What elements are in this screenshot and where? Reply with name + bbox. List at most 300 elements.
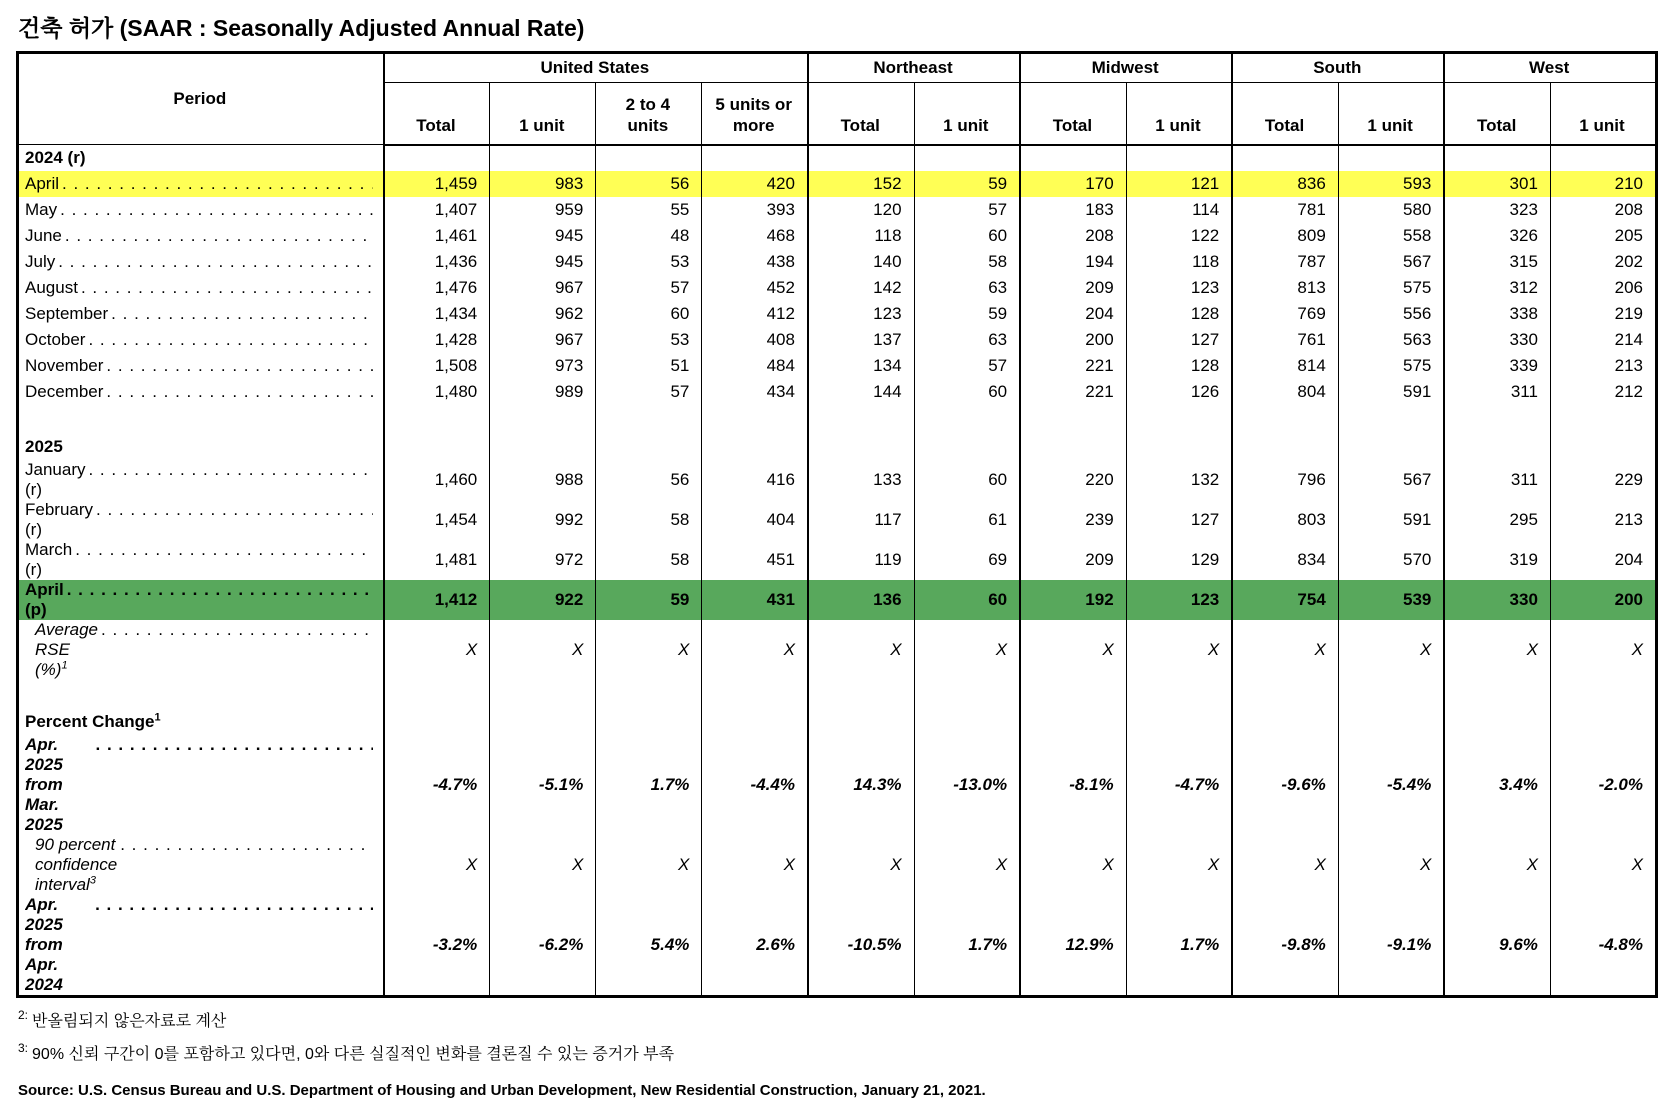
value-cell: 967 bbox=[490, 275, 596, 301]
value-cell: 567 bbox=[1338, 249, 1444, 275]
value-cell: 301 bbox=[1444, 171, 1550, 197]
dot-leader bbox=[95, 895, 373, 915]
value-cell: 468 bbox=[702, 223, 808, 249]
value-cell: 311 bbox=[1444, 460, 1550, 500]
value-cell: -3.2% bbox=[384, 895, 490, 997]
period-label: February (r) bbox=[25, 499, 94, 539]
value-cell: 57 bbox=[596, 275, 702, 301]
value-cell bbox=[1444, 709, 1550, 735]
dot-leader bbox=[101, 620, 373, 640]
value-cell: X bbox=[808, 835, 914, 895]
value-cell: 989 bbox=[490, 379, 596, 405]
value-cell bbox=[490, 709, 596, 735]
value-cell: 834 bbox=[1232, 540, 1338, 580]
value-cell: 142 bbox=[808, 275, 914, 301]
value-cell: 239 bbox=[1020, 500, 1126, 540]
value-cell: 1,428 bbox=[384, 327, 490, 353]
table-row bbox=[18, 379, 1657, 405]
period-label: 90 percent confidence interval$^3$ bbox=[35, 834, 118, 894]
value-cell: 311 bbox=[1444, 379, 1550, 405]
value-cell: 1,461 bbox=[384, 223, 490, 249]
period-cell bbox=[18, 223, 384, 249]
footnotes bbox=[18, 1008, 1662, 1099]
value-cell: 787 bbox=[1232, 249, 1338, 275]
value-cell: 55 bbox=[596, 197, 702, 223]
value-cell: 59 bbox=[914, 301, 1020, 327]
value-cell: X bbox=[596, 835, 702, 895]
group-header-united-states: United States bbox=[384, 53, 808, 83]
value-cell: 60 bbox=[914, 580, 1020, 620]
value-cell: X bbox=[1126, 835, 1232, 895]
value-cell: 57 bbox=[914, 353, 1020, 379]
value-cell bbox=[914, 405, 1020, 434]
value-cell: 219 bbox=[1550, 301, 1656, 327]
period-cell bbox=[18, 353, 384, 379]
value-cell bbox=[1126, 709, 1232, 735]
period-cell bbox=[18, 249, 384, 275]
footnote-ref: 3 bbox=[89, 873, 96, 886]
value-cell: 1,454 bbox=[384, 500, 490, 540]
value-cell bbox=[702, 405, 808, 434]
value-cell bbox=[596, 709, 702, 735]
value-cell bbox=[490, 434, 596, 460]
subheader-us-1unit: 1 unit bbox=[490, 83, 596, 145]
value-cell bbox=[808, 405, 914, 434]
dot-leader bbox=[96, 500, 373, 520]
value-cell bbox=[702, 680, 808, 709]
value-cell: X bbox=[1232, 835, 1338, 895]
table-row bbox=[18, 620, 1657, 680]
value-cell: 57 bbox=[596, 379, 702, 405]
value-cell: 404 bbox=[702, 500, 808, 540]
period-cell bbox=[18, 540, 384, 580]
period-cell bbox=[18, 434, 384, 460]
value-cell: -4.4% bbox=[702, 735, 808, 835]
value-cell: 922 bbox=[490, 580, 596, 620]
value-cell: 134 bbox=[808, 353, 914, 379]
value-cell: -5.1% bbox=[490, 735, 596, 835]
page-title: 건축 허가 (SAAR : Seasonally Adjusted Annual Rate) bbox=[18, 15, 585, 41]
table-row bbox=[18, 580, 1657, 620]
dot-leader bbox=[62, 174, 373, 194]
value-cell bbox=[1020, 434, 1126, 460]
value-cell: 1.7% bbox=[1126, 895, 1232, 997]
value-cell: 3.4% bbox=[1444, 735, 1550, 835]
spacer-row bbox=[18, 405, 1657, 434]
value-cell: 221 bbox=[1020, 353, 1126, 379]
value-cell: 69 bbox=[914, 540, 1020, 580]
table-body bbox=[18, 145, 1657, 997]
value-cell: 123 bbox=[1126, 580, 1232, 620]
dot-leader bbox=[81, 278, 373, 298]
footnote-ref: 1 bbox=[154, 711, 161, 723]
value-cell: 129 bbox=[1126, 540, 1232, 580]
value-cell bbox=[596, 434, 702, 460]
period-cell bbox=[18, 405, 384, 434]
footnote-3 bbox=[18, 1041, 1662, 1064]
value-cell: 60 bbox=[914, 460, 1020, 500]
period-cell bbox=[18, 460, 384, 500]
dot-leader bbox=[106, 356, 372, 376]
value-cell: X bbox=[1550, 835, 1656, 895]
value-cell: 836 bbox=[1232, 171, 1338, 197]
value-cell: X bbox=[1444, 835, 1550, 895]
dot-leader bbox=[65, 226, 373, 246]
value-cell: 60 bbox=[914, 223, 1020, 249]
value-cell: 183 bbox=[1020, 197, 1126, 223]
value-cell bbox=[490, 680, 596, 709]
value-cell bbox=[596, 405, 702, 434]
value-cell: 204 bbox=[1550, 540, 1656, 580]
value-cell: X bbox=[808, 620, 914, 680]
value-cell bbox=[1126, 680, 1232, 709]
value-cell: 59 bbox=[596, 580, 702, 620]
value-cell: -10.5% bbox=[808, 895, 914, 997]
value-cell bbox=[596, 680, 702, 709]
value-cell: -4.7% bbox=[1126, 735, 1232, 835]
value-cell: 123 bbox=[808, 301, 914, 327]
value-cell: 114 bbox=[1126, 197, 1232, 223]
value-cell bbox=[490, 405, 596, 434]
value-cell: 420 bbox=[702, 171, 808, 197]
value-cell bbox=[1232, 405, 1338, 434]
value-cell: 484 bbox=[702, 353, 808, 379]
value-cell: 118 bbox=[808, 223, 914, 249]
period-label: July bbox=[25, 251, 56, 271]
value-cell: 2.6% bbox=[702, 895, 808, 997]
value-cell: 451 bbox=[702, 540, 808, 580]
value-cell: 144 bbox=[808, 379, 914, 405]
value-cell: 58 bbox=[914, 249, 1020, 275]
table-row bbox=[18, 171, 1657, 197]
value-cell: 170 bbox=[1020, 171, 1126, 197]
period-cell bbox=[18, 327, 384, 353]
dot-leader bbox=[120, 835, 372, 855]
value-cell: 796 bbox=[1232, 460, 1338, 500]
value-cell: -2.0% bbox=[1550, 735, 1656, 835]
footnote-3-marker: 3: bbox=[18, 1041, 29, 1056]
value-cell: 575 bbox=[1338, 353, 1444, 379]
value-cell: 814 bbox=[1232, 353, 1338, 379]
value-cell: 295 bbox=[1444, 500, 1550, 540]
value-cell: 967 bbox=[490, 327, 596, 353]
value-cell: 128 bbox=[1126, 353, 1232, 379]
value-cell bbox=[914, 709, 1020, 735]
value-cell bbox=[808, 680, 914, 709]
value-cell: X bbox=[702, 835, 808, 895]
value-cell: 213 bbox=[1550, 353, 1656, 379]
dot-leader bbox=[111, 304, 373, 324]
footnote-3-text: 90% 신뢰 구간이 0를 포함하고 있다면, 0와 다른 실질적인 변화를 결론질 수 있는 증거가 부족 bbox=[32, 1045, 675, 1063]
value-cell: 5.4% bbox=[596, 895, 702, 997]
value-cell: X bbox=[490, 835, 596, 895]
value-cell: 803 bbox=[1232, 500, 1338, 540]
value-cell: X bbox=[1020, 835, 1126, 895]
value-cell: 339 bbox=[1444, 353, 1550, 379]
value-cell: 229 bbox=[1550, 460, 1656, 500]
value-cell: 9.6% bbox=[1444, 895, 1550, 997]
value-cell: 945 bbox=[490, 249, 596, 275]
value-cell: X bbox=[596, 620, 702, 680]
table-row bbox=[18, 275, 1657, 301]
period-cell bbox=[18, 500, 384, 540]
value-cell: 123 bbox=[1126, 275, 1232, 301]
value-cell: 58 bbox=[596, 540, 702, 580]
period-label: November bbox=[25, 355, 104, 375]
value-cell: 1,436 bbox=[384, 249, 490, 275]
period-cell bbox=[18, 275, 384, 301]
value-cell: 1,481 bbox=[384, 540, 490, 580]
value-cell: 58 bbox=[596, 500, 702, 540]
value-cell: 804 bbox=[1232, 379, 1338, 405]
value-cell: 127 bbox=[1126, 327, 1232, 353]
value-cell bbox=[384, 709, 490, 735]
value-cell bbox=[1126, 405, 1232, 434]
value-cell: 212 bbox=[1550, 379, 1656, 405]
value-cell: 393 bbox=[702, 197, 808, 223]
value-cell: 558 bbox=[1338, 223, 1444, 249]
value-cell bbox=[596, 145, 702, 171]
subheader-us-2to4: 2 to 4 units bbox=[596, 83, 702, 145]
spacer-row bbox=[18, 680, 1657, 709]
value-cell: -9.8% bbox=[1232, 895, 1338, 997]
value-cell: 330 bbox=[1444, 580, 1550, 620]
period-cell bbox=[18, 580, 384, 620]
value-cell: X bbox=[702, 620, 808, 680]
table-row bbox=[18, 895, 1657, 997]
dot-leader bbox=[67, 580, 373, 600]
period-cell bbox=[18, 379, 384, 405]
value-cell: 408 bbox=[702, 327, 808, 353]
value-cell bbox=[1232, 434, 1338, 460]
value-cell bbox=[384, 145, 490, 171]
value-cell: 326 bbox=[1444, 223, 1550, 249]
value-cell: 813 bbox=[1232, 275, 1338, 301]
value-cell: 121 bbox=[1126, 171, 1232, 197]
value-cell bbox=[1338, 680, 1444, 709]
value-cell: 136 bbox=[808, 580, 914, 620]
value-cell: 591 bbox=[1338, 500, 1444, 540]
table-row bbox=[18, 735, 1657, 835]
value-cell bbox=[1020, 145, 1126, 171]
value-cell bbox=[1550, 405, 1656, 434]
value-cell: 133 bbox=[808, 460, 914, 500]
value-cell: 200 bbox=[1020, 327, 1126, 353]
subheader-s-total: Total bbox=[1232, 83, 1338, 145]
value-cell: 452 bbox=[702, 275, 808, 301]
period-cell bbox=[18, 835, 384, 895]
value-cell: 556 bbox=[1338, 301, 1444, 327]
period-cell bbox=[18, 620, 384, 680]
period-cell bbox=[18, 735, 384, 835]
period-cell bbox=[18, 197, 384, 223]
value-cell: X bbox=[384, 835, 490, 895]
value-cell: 959 bbox=[490, 197, 596, 223]
value-cell bbox=[1550, 434, 1656, 460]
value-cell: 51 bbox=[596, 353, 702, 379]
value-cell: 988 bbox=[490, 460, 596, 500]
value-cell bbox=[702, 434, 808, 460]
value-cell bbox=[1444, 145, 1550, 171]
section-row bbox=[18, 145, 1657, 171]
dot-leader bbox=[60, 200, 373, 220]
footnote-2 bbox=[18, 1008, 1662, 1031]
dot-leader bbox=[106, 382, 372, 402]
subheader-mw-total: Total bbox=[1020, 83, 1126, 145]
value-cell: X bbox=[1444, 620, 1550, 680]
value-cell: 56 bbox=[596, 171, 702, 197]
period-label: March (r) bbox=[25, 539, 73, 579]
value-cell: 209 bbox=[1020, 275, 1126, 301]
value-cell bbox=[1020, 405, 1126, 434]
value-cell: 213 bbox=[1550, 500, 1656, 540]
group-header-northeast: Northeast bbox=[808, 53, 1020, 83]
table-row bbox=[18, 249, 1657, 275]
value-cell: 152 bbox=[808, 171, 914, 197]
value-cell: 983 bbox=[490, 171, 596, 197]
value-cell: 1,412 bbox=[384, 580, 490, 620]
value-cell bbox=[490, 145, 596, 171]
period-label: Percent Change$^1$ bbox=[25, 711, 161, 731]
value-cell: -13.0% bbox=[914, 735, 1020, 835]
period-cell bbox=[18, 709, 384, 735]
value-cell: 48 bbox=[596, 223, 702, 249]
period-label: 2025 bbox=[25, 436, 63, 456]
value-cell: 431 bbox=[702, 580, 808, 620]
value-cell: 575 bbox=[1338, 275, 1444, 301]
value-cell: 754 bbox=[1232, 580, 1338, 620]
value-cell: 312 bbox=[1444, 275, 1550, 301]
section-row bbox=[18, 709, 1657, 735]
table-row bbox=[18, 540, 1657, 580]
value-cell bbox=[1550, 709, 1656, 735]
value-cell: 59 bbox=[914, 171, 1020, 197]
value-cell bbox=[1338, 709, 1444, 735]
value-cell bbox=[1550, 680, 1656, 709]
value-cell: 214 bbox=[1550, 327, 1656, 353]
value-cell: 208 bbox=[1020, 223, 1126, 249]
value-cell: 53 bbox=[596, 249, 702, 275]
period-label: October bbox=[25, 329, 86, 349]
value-cell: -6.2% bbox=[490, 895, 596, 997]
value-cell bbox=[384, 405, 490, 434]
value-cell: 128 bbox=[1126, 301, 1232, 327]
value-cell: 319 bbox=[1444, 540, 1550, 580]
value-cell: 972 bbox=[490, 540, 596, 580]
value-cell bbox=[1020, 709, 1126, 735]
table-row bbox=[18, 197, 1657, 223]
value-cell: 416 bbox=[702, 460, 808, 500]
value-cell: 192 bbox=[1020, 580, 1126, 620]
footnote-2-text: 반올림되지 않은자료로 계산 bbox=[32, 1012, 227, 1030]
value-cell: 221 bbox=[1020, 379, 1126, 405]
value-cell: 330 bbox=[1444, 327, 1550, 353]
value-cell: 202 bbox=[1550, 249, 1656, 275]
value-cell: 206 bbox=[1550, 275, 1656, 301]
value-cell bbox=[1232, 709, 1338, 735]
period-label: December bbox=[25, 381, 104, 401]
period-label: Apr. 2025 from Mar. 2025 bbox=[25, 734, 63, 834]
value-cell bbox=[914, 680, 1020, 709]
value-cell: 809 bbox=[1232, 223, 1338, 249]
period-label: September bbox=[25, 303, 109, 323]
value-cell bbox=[1232, 680, 1338, 709]
value-cell bbox=[1444, 680, 1550, 709]
value-cell bbox=[1338, 434, 1444, 460]
value-cell bbox=[1444, 405, 1550, 434]
period-label: Average RSE (%)$^1$ bbox=[35, 619, 99, 679]
value-cell: 412 bbox=[702, 301, 808, 327]
source-line: Source: U.S. Census Bureau and U.S. Department of Housing and Urban Development, New Residential Construction, January 21, 2021. bbox=[18, 1081, 986, 1099]
value-cell: 122 bbox=[1126, 223, 1232, 249]
subheader-w-total: Total bbox=[1444, 83, 1550, 145]
value-cell: 63 bbox=[914, 327, 1020, 353]
value-cell: 210 bbox=[1550, 171, 1656, 197]
value-cell: 137 bbox=[808, 327, 914, 353]
value-cell: 63 bbox=[914, 275, 1020, 301]
value-cell: 1.7% bbox=[596, 735, 702, 835]
period-cell bbox=[18, 301, 384, 327]
dot-leader bbox=[88, 460, 372, 480]
period-label: May bbox=[25, 199, 58, 219]
group-header-west: West bbox=[1444, 53, 1656, 83]
table-row bbox=[18, 327, 1657, 353]
value-cell: -4.8% bbox=[1550, 895, 1656, 997]
subheader-w-1unit: 1 unit bbox=[1550, 83, 1656, 145]
value-cell: 194 bbox=[1020, 249, 1126, 275]
value-cell: 12.9% bbox=[1020, 895, 1126, 997]
value-cell bbox=[914, 145, 1020, 171]
subheader-ne-1unit: 1 unit bbox=[914, 83, 1020, 145]
value-cell bbox=[808, 434, 914, 460]
value-cell: 204 bbox=[1020, 301, 1126, 327]
period-cell bbox=[18, 680, 384, 709]
table-row bbox=[18, 460, 1657, 500]
value-cell: -4.7% bbox=[384, 735, 490, 835]
value-cell bbox=[702, 145, 808, 171]
value-cell bbox=[384, 434, 490, 460]
value-cell: 567 bbox=[1338, 460, 1444, 500]
value-cell: 1,480 bbox=[384, 379, 490, 405]
value-cell: 580 bbox=[1338, 197, 1444, 223]
value-cell bbox=[702, 709, 808, 735]
value-cell: 539 bbox=[1338, 580, 1444, 620]
dot-leader bbox=[58, 252, 372, 272]
value-cell bbox=[1444, 434, 1550, 460]
value-cell: -9.6% bbox=[1232, 735, 1338, 835]
dot-leader bbox=[88, 330, 372, 350]
value-cell: 593 bbox=[1338, 171, 1444, 197]
value-cell: 200 bbox=[1550, 580, 1656, 620]
value-cell: 127 bbox=[1126, 500, 1232, 540]
value-cell: 962 bbox=[490, 301, 596, 327]
group-header-south: South bbox=[1232, 53, 1444, 83]
table-row bbox=[18, 301, 1657, 327]
value-cell: 769 bbox=[1232, 301, 1338, 327]
value-cell: -5.4% bbox=[1338, 735, 1444, 835]
subheader-ne-total: Total bbox=[808, 83, 914, 145]
value-cell: X bbox=[1020, 620, 1126, 680]
value-cell: X bbox=[1338, 835, 1444, 895]
period-cell bbox=[18, 895, 384, 997]
value-cell: 119 bbox=[808, 540, 914, 580]
value-cell: 438 bbox=[702, 249, 808, 275]
period-label: Apr. 2025 from Apr. 2024 bbox=[25, 894, 63, 994]
value-cell: 208 bbox=[1550, 197, 1656, 223]
value-cell: X bbox=[490, 620, 596, 680]
value-cell: -9.1% bbox=[1338, 895, 1444, 997]
value-cell: X bbox=[1550, 620, 1656, 680]
